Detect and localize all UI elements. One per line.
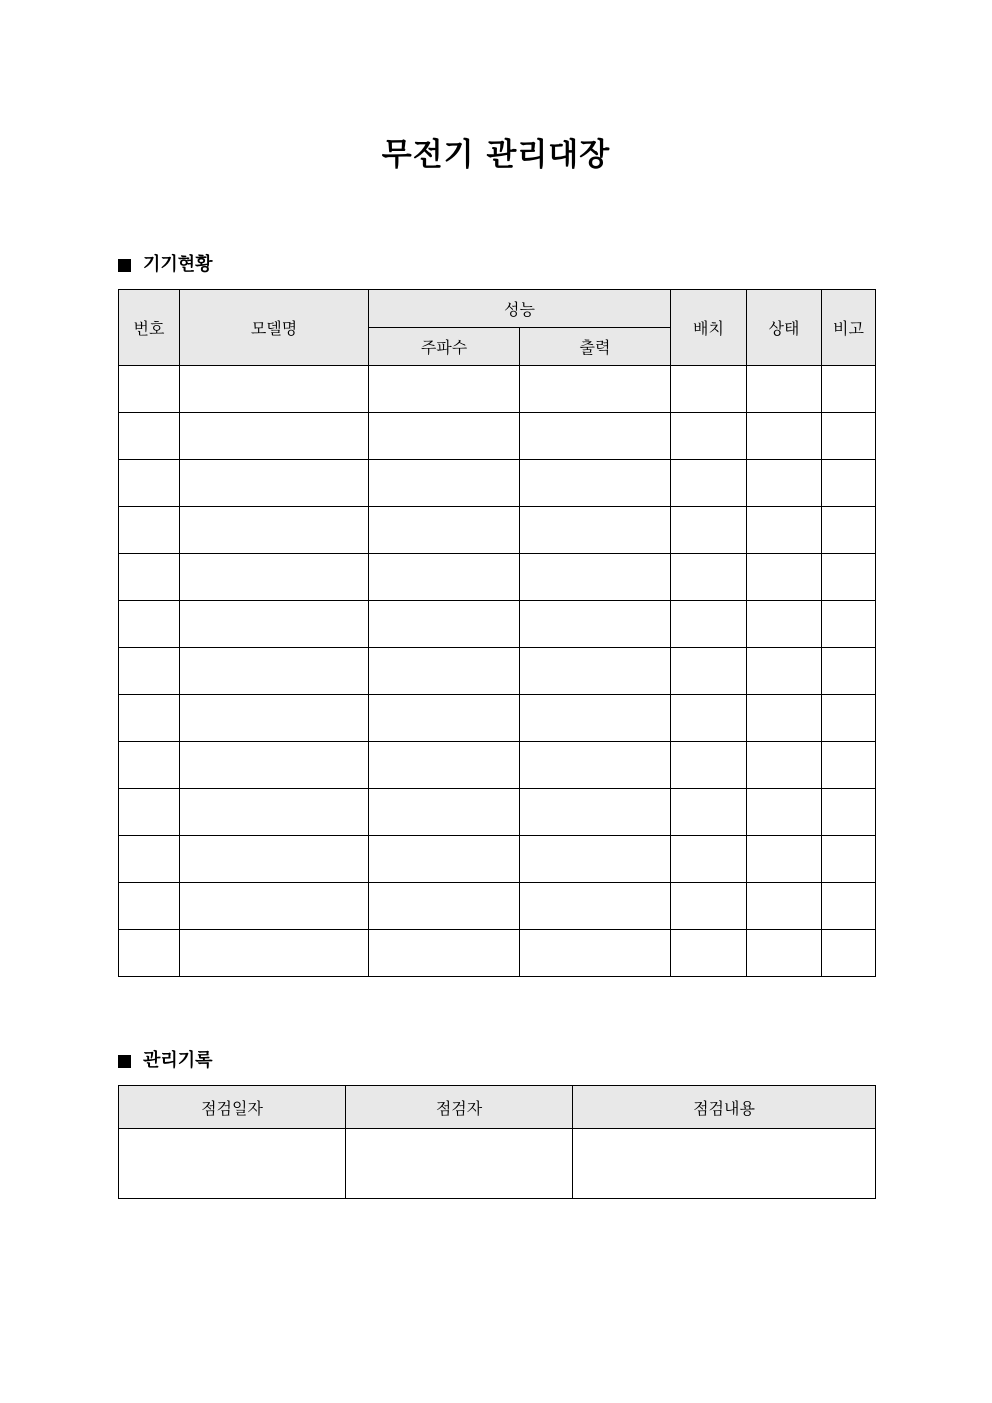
cell-remarks[interactable]	[822, 460, 876, 507]
cell-remarks[interactable]	[822, 601, 876, 648]
cell-remarks[interactable]	[822, 413, 876, 460]
cell-output[interactable]	[520, 507, 671, 554]
cell-number[interactable]	[119, 554, 180, 601]
cell-remarks[interactable]	[822, 507, 876, 554]
table-row	[119, 695, 876, 742]
cell-frequency[interactable]	[369, 789, 520, 836]
column-header-model: 모델명	[180, 290, 369, 366]
cell-output[interactable]	[520, 930, 671, 977]
cell-number[interactable]	[119, 413, 180, 460]
cell-number[interactable]	[119, 742, 180, 789]
table-row	[119, 883, 876, 930]
equipment-table	[118, 289, 876, 977]
column-header-remarks: 비고	[822, 290, 876, 366]
cell-frequency[interactable]	[369, 695, 520, 742]
cell-frequency[interactable]	[369, 413, 520, 460]
cell-output[interactable]	[520, 742, 671, 789]
cell-model[interactable]	[180, 507, 369, 554]
cell-status[interactable]	[747, 601, 822, 648]
table-row	[119, 930, 876, 977]
cell-number[interactable]	[119, 507, 180, 554]
cell-placement[interactable]	[671, 554, 747, 601]
table-row	[119, 789, 876, 836]
cell-date[interactable]	[119, 1129, 346, 1199]
cell-output[interactable]	[520, 789, 671, 836]
cell-model[interactable]	[180, 883, 369, 930]
cell-status[interactable]	[747, 695, 822, 742]
cell-placement[interactable]	[671, 695, 747, 742]
cell-number[interactable]	[119, 836, 180, 883]
cell-number[interactable]	[119, 460, 180, 507]
cell-number[interactable]	[119, 883, 180, 930]
cell-remarks[interactable]	[822, 366, 876, 413]
column-header-inspection-content: 점검내용	[573, 1086, 876, 1129]
square-bullet-icon	[118, 259, 131, 272]
cell-frequency[interactable]	[369, 742, 520, 789]
column-header-inspector: 점검자	[346, 1086, 573, 1129]
cell-remarks[interactable]	[822, 742, 876, 789]
cell-model[interactable]	[180, 695, 369, 742]
cell-output[interactable]	[520, 883, 671, 930]
record-section-heading-label: 관리기록	[143, 1050, 213, 1071]
cell-status[interactable]	[747, 789, 822, 836]
table-row	[119, 413, 876, 460]
table-row	[119, 460, 876, 507]
cell-frequency[interactable]	[369, 460, 520, 507]
column-header-number: 번호	[119, 290, 180, 366]
cell-model[interactable]	[180, 601, 369, 648]
record-table	[118, 1085, 876, 1199]
cell-number[interactable]	[119, 648, 180, 695]
cell-placement[interactable]	[671, 601, 747, 648]
cell-output[interactable]	[520, 460, 671, 507]
table-row	[119, 366, 876, 413]
cell-model[interactable]	[180, 554, 369, 601]
table-row	[119, 742, 876, 789]
square-bullet-icon	[118, 1055, 131, 1068]
cell-model[interactable]	[180, 366, 369, 413]
table-row	[119, 554, 876, 601]
cell-output[interactable]	[520, 601, 671, 648]
cell-status[interactable]	[747, 366, 822, 413]
cell-model[interactable]	[180, 648, 369, 695]
cell-output[interactable]	[520, 366, 671, 413]
cell-placement[interactable]	[671, 648, 747, 695]
cell-status[interactable]	[747, 836, 822, 883]
cell-status[interactable]	[747, 460, 822, 507]
cell-frequency[interactable]	[369, 648, 520, 695]
cell-model[interactable]	[180, 789, 369, 836]
cell-status[interactable]	[747, 883, 822, 930]
cell-output[interactable]	[520, 695, 671, 742]
cell-remarks[interactable]	[822, 789, 876, 836]
cell-output[interactable]	[520, 836, 671, 883]
equipment-table-body	[119, 366, 876, 977]
equipment-section-heading	[118, 253, 213, 277]
cell-status[interactable]	[747, 507, 822, 554]
table-row	[119, 836, 876, 883]
cell-frequency[interactable]	[369, 601, 520, 648]
cell-number[interactable]	[119, 366, 180, 413]
cell-model[interactable]	[180, 836, 369, 883]
cell-model[interactable]	[180, 413, 369, 460]
cell-frequency[interactable]	[369, 836, 520, 883]
cell-placement[interactable]	[671, 413, 747, 460]
cell-number[interactable]	[119, 930, 180, 977]
cell-placement[interactable]	[671, 883, 747, 930]
cell-content[interactable]	[573, 1129, 876, 1199]
column-header-performance: 성능	[369, 290, 671, 328]
record-section-heading	[118, 1049, 213, 1073]
cell-remarks[interactable]	[822, 883, 876, 930]
equipment-section-heading-label: 기기현황	[143, 254, 213, 275]
cell-status[interactable]	[747, 742, 822, 789]
page-title: 무전기 관리대장	[381, 137, 611, 173]
table-row	[119, 648, 876, 695]
cell-output[interactable]	[520, 554, 671, 601]
cell-placement[interactable]	[671, 742, 747, 789]
cell-frequency[interactable]	[369, 507, 520, 554]
record-table-body	[119, 1129, 876, 1199]
cell-remarks[interactable]	[822, 836, 876, 883]
cell-placement[interactable]	[671, 366, 747, 413]
table-row	[119, 507, 876, 554]
cell-number[interactable]	[119, 601, 180, 648]
cell-output[interactable]	[520, 648, 671, 695]
cell-model[interactable]	[180, 930, 369, 977]
column-header-status: 상태	[747, 290, 822, 366]
cell-remarks[interactable]	[822, 930, 876, 977]
table-row	[119, 1129, 876, 1199]
column-header-frequency: 주파수	[369, 328, 520, 366]
cell-frequency[interactable]	[369, 930, 520, 977]
cell-frequency[interactable]	[369, 366, 520, 413]
cell-placement[interactable]	[671, 836, 747, 883]
cell-output[interactable]	[520, 413, 671, 460]
cell-inspector[interactable]	[346, 1129, 573, 1199]
cell-status[interactable]	[747, 413, 822, 460]
cell-status[interactable]	[747, 930, 822, 977]
cell-frequency[interactable]	[369, 883, 520, 930]
column-header-inspection-date: 점검일자	[119, 1086, 346, 1129]
cell-number[interactable]	[119, 695, 180, 742]
column-header-output: 출력	[520, 328, 671, 366]
cell-status[interactable]	[747, 648, 822, 695]
cell-status[interactable]	[747, 554, 822, 601]
cell-placement[interactable]	[671, 460, 747, 507]
cell-model[interactable]	[180, 460, 369, 507]
cell-frequency[interactable]	[369, 554, 520, 601]
cell-placement[interactable]	[671, 507, 747, 554]
cell-remarks[interactable]	[822, 695, 876, 742]
cell-model[interactable]	[180, 742, 369, 789]
cell-placement[interactable]	[671, 789, 747, 836]
cell-number[interactable]	[119, 789, 180, 836]
table-row	[119, 601, 876, 648]
column-header-placement: 배치	[671, 290, 747, 366]
cell-remarks[interactable]	[822, 648, 876, 695]
cell-placement[interactable]	[671, 930, 747, 977]
cell-remarks[interactable]	[822, 554, 876, 601]
